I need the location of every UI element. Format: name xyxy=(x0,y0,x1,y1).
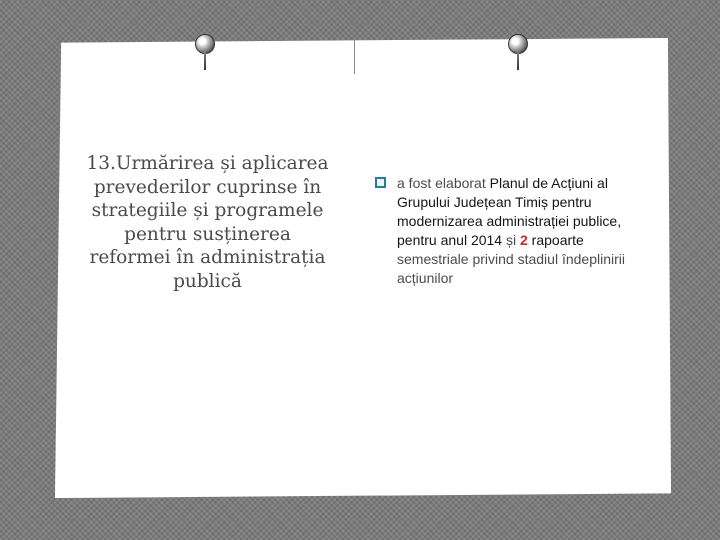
bullet-item xyxy=(375,174,635,288)
bullet-text-rest: semestriale privind stadiul îndeplinirii acțiunilor xyxy=(397,251,625,286)
pushpin-icon xyxy=(195,34,215,54)
slide-title: 13.Urmărirea și aplicarea prevederilor cuprinse în strategiile și programele pentru susținerea reformei în administrația publică xyxy=(86,153,329,292)
bullet-text-and: și xyxy=(502,232,520,248)
pushpin-icon xyxy=(508,34,528,54)
checkbox-square-bullet-icon xyxy=(375,177,386,188)
bullet-text xyxy=(397,174,635,288)
bullet-text-reports: rapoarte xyxy=(527,232,584,248)
bullet-text-plan: Planul de Acțiuni al Grupului Județean Timiș pentru modernizarea administrației publice, pentru anul 2014 xyxy=(397,175,622,248)
bullet-report-count: 2 xyxy=(519,232,528,248)
bullet-text-intro: a fost elaborat xyxy=(397,175,490,191)
column-divider xyxy=(354,38,355,74)
